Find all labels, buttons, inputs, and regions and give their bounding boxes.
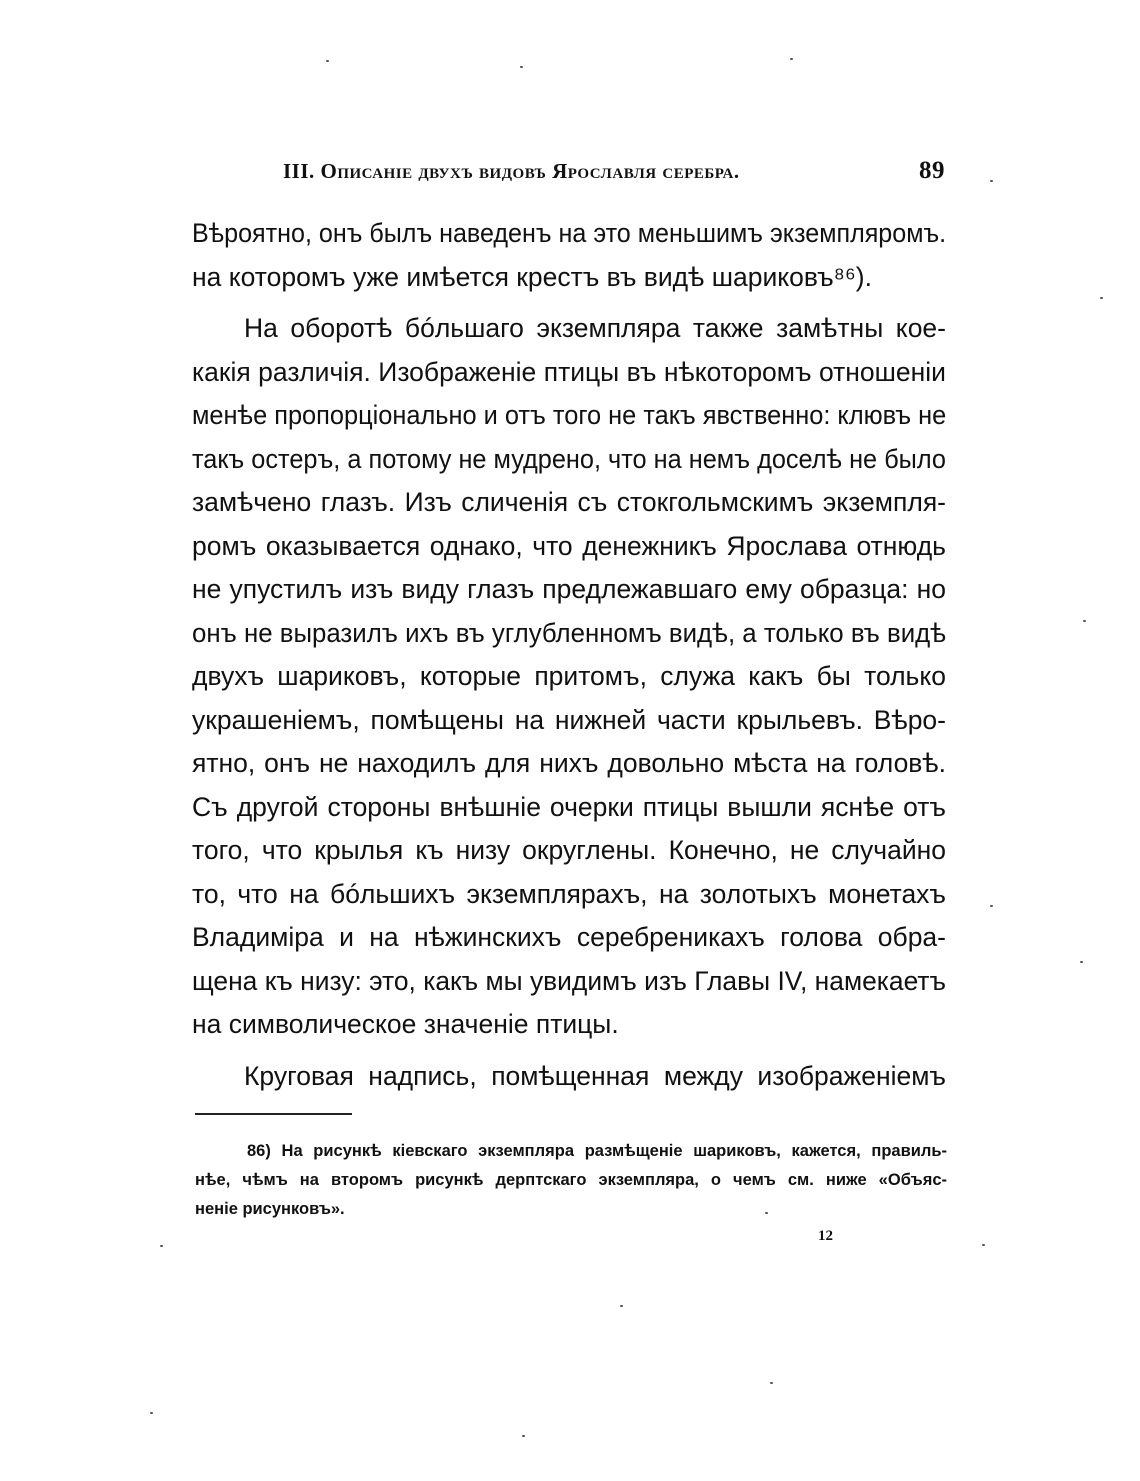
footnote-line: 86) На рисункѣ кіевскаго экземпляра размѣщеніе шариковъ, кажется, правиль- xyxy=(247,1142,947,1160)
footnote-separator xyxy=(195,1113,352,1115)
scan-speck xyxy=(770,1382,773,1384)
text-line: двухъ шариковъ, которые притомъ, служа какъ бы только xyxy=(192,661,946,691)
text-line: менѣе пропорціонально и отъ того не такъ явственно: клювъ не xyxy=(192,400,947,430)
text-line: онъ не выразилъ ихъ въ углубленномъ видѣ, а только въ видѣ xyxy=(192,617,947,648)
scan-speck xyxy=(326,60,329,62)
text-line: не упустилъ изъ виду глазъ предлежавшаго ему образца: но xyxy=(192,574,946,604)
text-line: Съ другой стороны внѣшніе очерки птицы вышли яснѣе отъ xyxy=(192,791,946,822)
text-line: какія различія. Изображеніе птицы въ нѣкоторомъ отношеніи xyxy=(192,356,946,387)
main-text xyxy=(192,212,946,1098)
text-line: замѣчено глазъ. Изъ сличенія съ стокгольмскимъ экземпля- xyxy=(192,487,946,517)
text-line: на символическое значеніе птицы. xyxy=(192,1009,619,1039)
text-line: украшеніемъ, помѣщены на нижней части крыльевъ. Вѣро- xyxy=(192,704,946,735)
page-number: 89 xyxy=(919,157,945,184)
scan-speck xyxy=(1083,620,1086,622)
scan-speck xyxy=(522,1435,525,1437)
text-line: Вѣроятно, онъ былъ наведенъ на это меньшимъ экземпляромъ. xyxy=(192,218,947,248)
footnote xyxy=(195,1137,947,1224)
running-header-title: III. Описаніе двухъ видовъ Ярославля серебра. xyxy=(283,159,740,183)
scan-speck xyxy=(160,1245,163,1247)
running-header xyxy=(283,157,945,193)
scan-speck xyxy=(790,58,793,60)
text-line: ятно, онъ не находилъ для нихъ довольно мѣста на головѣ. xyxy=(192,748,946,778)
scan-speck xyxy=(150,1412,153,1414)
scan-speck xyxy=(1080,961,1083,963)
text-line: На оборотѣ бóльшаго экземпляра также замѣтны кое- xyxy=(244,313,946,343)
text-line: то, что на бóльшихъ экземплярахъ, на золотыхъ монетахъ xyxy=(192,878,946,909)
footnote-line: нѣе, чѣмъ на второмъ рисункѣ дерптскаго экземпляра, о чемъ см. ниже «Объяс- xyxy=(195,1171,947,1189)
scan-speck xyxy=(982,1244,985,1246)
text-line: щена къ низу: это, какъ мы увидимъ изъ Главы IV, намекаетъ xyxy=(192,965,946,996)
text-line: ромъ оказывается однако, что денежникъ Ярослава отнюдь xyxy=(192,530,946,561)
scan-speck xyxy=(1100,297,1103,299)
footnote-line: неніе рисунковъ». xyxy=(195,1200,345,1218)
text-line: Владиміра и на нѣжинскихъ серебреникахъ голова обра- xyxy=(192,922,946,952)
scan-speck xyxy=(990,905,993,907)
scan-speck xyxy=(620,1305,623,1307)
text-line: такъ остеръ, а потому не мудрено, что на немъ доселѣ не было xyxy=(192,443,946,474)
scan-speck xyxy=(520,66,523,68)
text-line: на которомъ уже имѣется крестъ въ видѣ шариковъ⁸⁶). xyxy=(192,261,872,292)
scan-speck xyxy=(765,1212,768,1214)
text-line: Круговая надпись, помѣщенная между изображеніемъ xyxy=(244,1060,946,1091)
text-line: того, что крылья къ низу округлены. Конечно, не случайно xyxy=(192,835,946,865)
signature-mark: 12 xyxy=(818,1228,833,1244)
scan-speck xyxy=(990,180,993,182)
